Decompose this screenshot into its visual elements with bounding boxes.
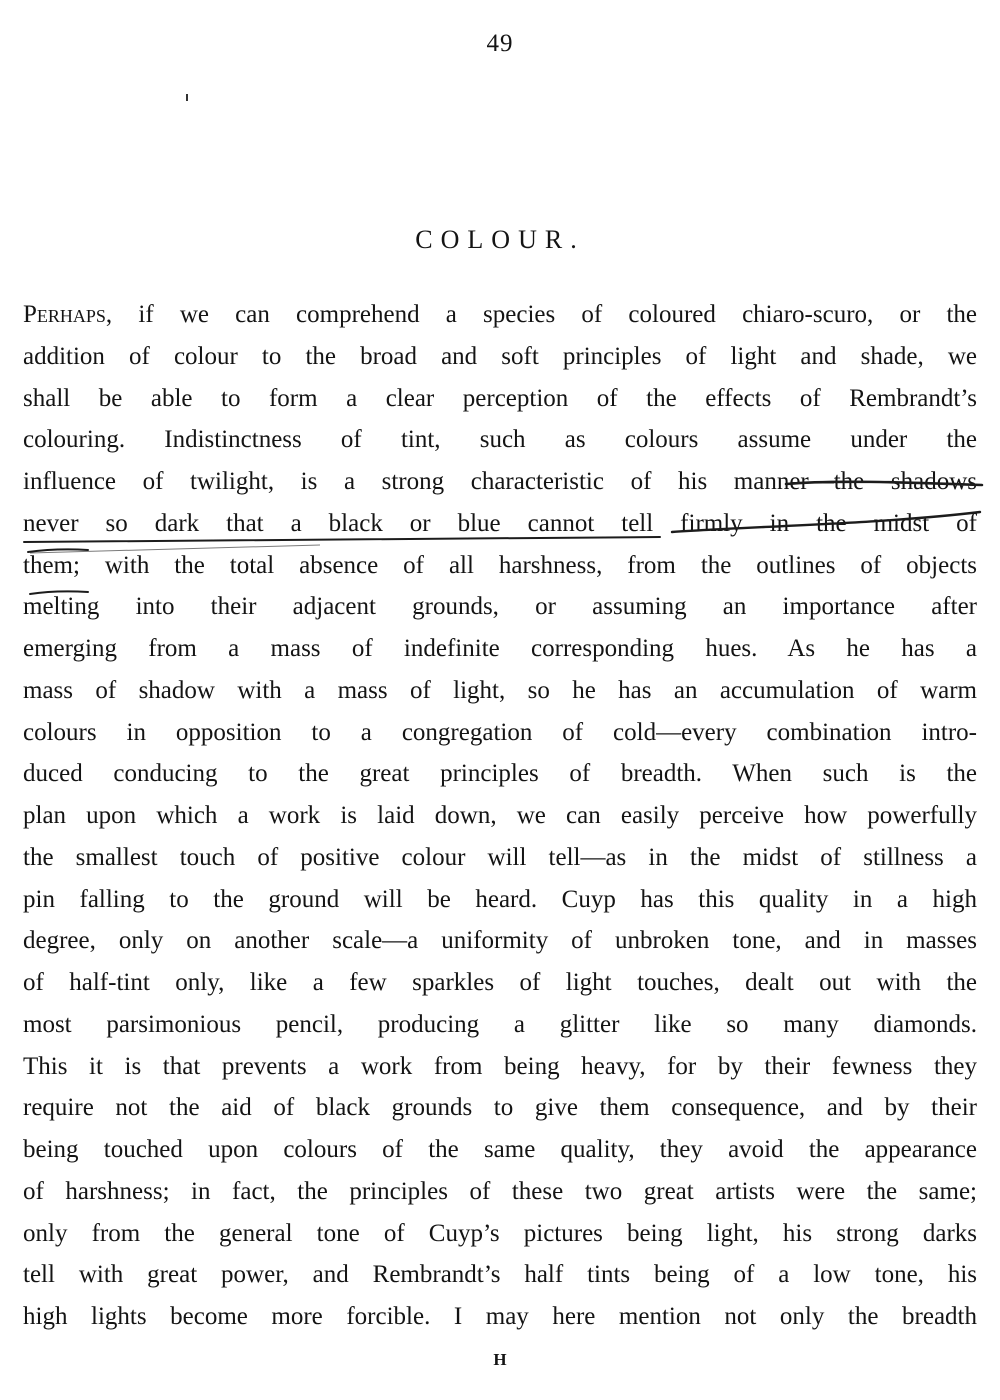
text-line: most parsimonious pencil, producing a glitter like so many diamonds. bbox=[23, 1010, 977, 1038]
text-line: tell with great power, and Rembrandt’s half tints being of a low tone, his bbox=[23, 1261, 977, 1289]
text-line: shall be able to form a clear perception of the effects of Rembrandt’s bbox=[23, 384, 977, 412]
text-line: being touched upon colours of the same quality, they avoid the appearance bbox=[23, 1136, 977, 1163]
text-line: pin falling to the ground will be heard. Cuyp has this quality in a high bbox=[23, 885, 977, 913]
text-line: duced conducing to the great principles of breadth. When such is the bbox=[23, 760, 977, 788]
text-line: of half-tint only, like a few sparkles of light touches, dealt out with the bbox=[23, 969, 977, 996]
text-line: require not the aid of black grounds to give them consequence, and by their bbox=[23, 1094, 977, 1122]
text-line: colours in opposition to a congregation of cold—every combination intro- bbox=[23, 718, 977, 746]
text-line: degree, only on another scale—a uniformity of unbroken tone, and in masses bbox=[23, 927, 977, 955]
text-line: them; with the total absence of all harshness, from the outlines of objects bbox=[23, 551, 977, 579]
text-line: addition of colour to the broad and soft principles of light and shade, we bbox=[23, 342, 977, 370]
ink-speck bbox=[186, 94, 188, 101]
text-line: of harshness; in fact, the principles of these two great artists were the same; bbox=[23, 1177, 977, 1205]
text-line: melting into their adjacent grounds, or assuming an importance after bbox=[23, 593, 977, 621]
text-line-rest: if we can comprehend a species of coloured chiaro-scuro, or the bbox=[112, 301, 977, 328]
signature-mark: H bbox=[493, 1350, 507, 1369]
text-line: This it is that prevents a work from being heavy, for by their fewness they bbox=[23, 1052, 977, 1080]
lead-word: Perhaps, bbox=[23, 301, 113, 328]
body-paragraph bbox=[23, 294, 977, 1338]
text-line: colouring. Indistinctness of tint, such as colours assume under the bbox=[23, 426, 977, 454]
text-line: plan upon which a work is laid down, we can easily perceive how powerfully bbox=[23, 802, 977, 829]
text-line: mass of shadow with a mass of light, so he has an accumulation of warm bbox=[23, 676, 977, 704]
text-line bbox=[23, 294, 977, 336]
text-line: emerging from a mass of indefinite corresponding hues. As he has a bbox=[23, 635, 977, 662]
text-line: influence of twilight, is a strong characteristic of his manner—the shadows bbox=[23, 468, 977, 495]
chapter-heading: COLOUR. bbox=[415, 225, 585, 254]
text-line: only from the general tone of Cuyp’s pictures being light, his strong darks bbox=[23, 1219, 977, 1247]
text-line: never so dark that a black or blue cannot tell firmly in the midst of bbox=[23, 509, 977, 537]
text-line: the smallest touch of positive colour will tell—as in the midst of stillness a bbox=[23, 843, 977, 871]
page-number: 49 bbox=[486, 30, 514, 57]
text-line: high lights become more forcible. I may here mention not only the breadth bbox=[23, 1303, 977, 1330]
